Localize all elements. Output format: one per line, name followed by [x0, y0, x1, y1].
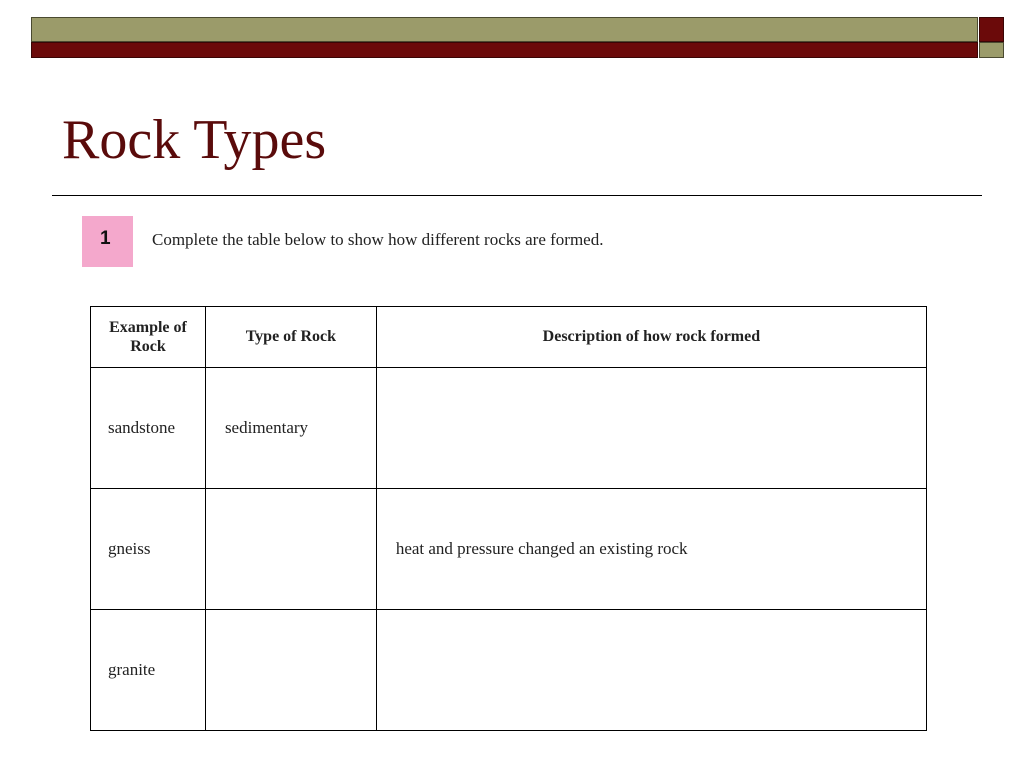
cell-description[interactable]: [376, 610, 926, 731]
header-type-of-rock: Type of Rock: [205, 307, 376, 368]
cell-type[interactable]: sedimentary: [205, 368, 376, 489]
cell-example: granite: [91, 610, 206, 731]
header-bar-maroon: [31, 42, 978, 58]
question-number-badge: 1: [82, 216, 133, 267]
header-example-of-rock: Example of Rock: [91, 307, 206, 368]
cell-type[interactable]: [205, 610, 376, 731]
table-row: [91, 610, 927, 731]
cell-description[interactable]: [376, 368, 926, 489]
table-row: [91, 368, 927, 489]
title-divider: [52, 195, 982, 196]
table-header-row: [91, 307, 927, 368]
table-row: [91, 489, 927, 610]
cell-type[interactable]: [205, 489, 376, 610]
cell-example: sandstone: [91, 368, 206, 489]
rock-types-table: [90, 306, 927, 731]
header-description: Description of how rock formed: [376, 307, 926, 368]
page-title: Rock Types: [62, 109, 327, 171]
cell-description[interactable]: heat and pressure changed an existing rock: [376, 489, 926, 610]
question-text: Complete the table below to show how different rocks are formed.: [152, 230, 604, 249]
header-square-maroon: [979, 17, 1004, 42]
cell-example: gneiss: [91, 489, 206, 610]
header-bar-olive: [31, 17, 978, 42]
header-square-olive: [979, 42, 1004, 58]
